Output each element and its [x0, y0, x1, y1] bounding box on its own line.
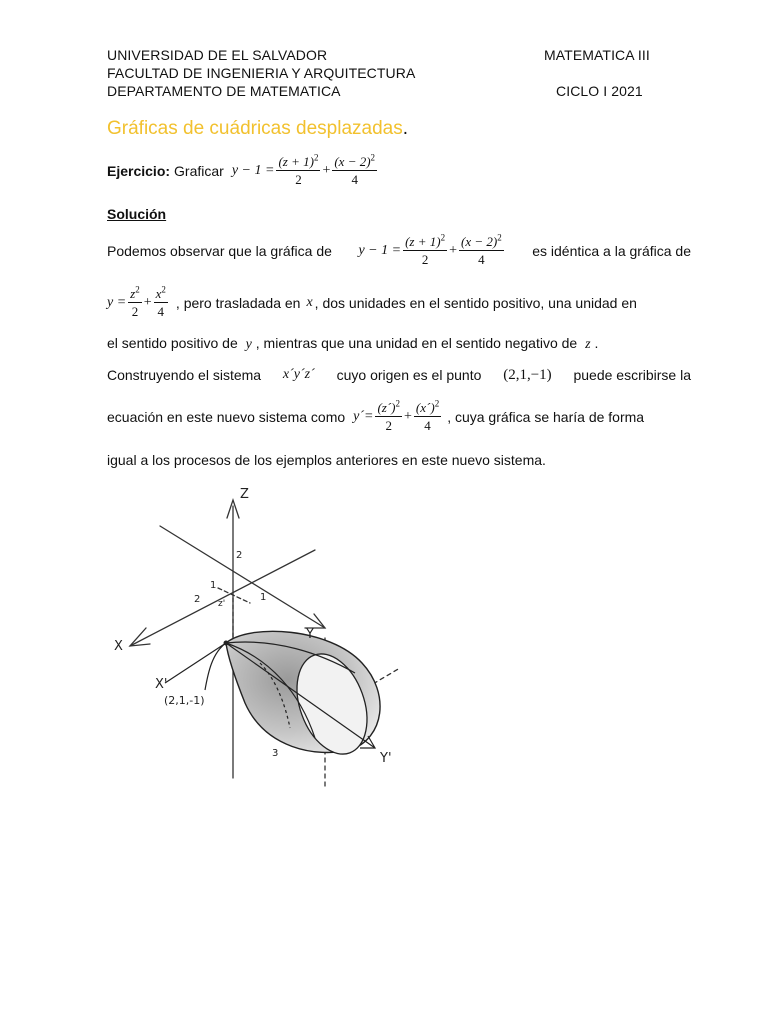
exercise-frac2-num: (x − 2) [334, 154, 371, 169]
university-name: UNIVERSIDAD DE EL SALVADOR [107, 47, 328, 63]
xprime-axis [165, 643, 226, 683]
para-l4-sys: x´y´z´ [282, 367, 315, 382]
para-line-2: y = $\frac{z^2}{2}$ + $\frac{x^2}{4}$ , pero trasladada en x , dos unidades en el sentido positivo, una unidad en [107, 284, 637, 319]
para-l1-frac2-num: (x − 2) [460, 234, 498, 249]
para-line-6: igual a los procesos de los ejemplos anteriores en este nuevo sistema. [107, 452, 546, 468]
course-name: MATEMATICA III [544, 47, 650, 63]
tick-2-z: 2 [236, 550, 243, 561]
tick-3: 3 [272, 748, 279, 759]
exercise-line: Ejercicio: Graficar y − 1 = $\frac{(z + 1)^2}{2}$ + $\frac{(x - 2)^2}{4}$ [107, 152, 376, 187]
para-line-3 [107, 334, 598, 354]
para-l3-y: y [245, 337, 252, 352]
para-l5-frac1-num: (z´) [377, 400, 396, 415]
exercise-frac2: $\frac{(x - 2)^2}{4}$ [334, 152, 376, 187]
para-line-5: ecuación en este nuevo sistema como y´= $\frac{(z´)^2}{2}$ + $\frac{(x´)^2}{4}$ , cuya gráfica se haría de forma [107, 398, 645, 433]
exercise-lhs: y − 1 = [231, 162, 275, 178]
para-l2-x: x [306, 294, 313, 310]
para-l3-c: . [594, 335, 599, 351]
title-punct: . [402, 118, 408, 139]
para-l4-c: puede escribirse la [573, 367, 691, 383]
point-label: (2,1,-1) [164, 694, 205, 707]
para-l5-frac2: $\frac{(x´)^2}{4}$ [415, 398, 440, 433]
tick-1-y: 1 [260, 592, 267, 603]
para-l5-frac2-den: 4 [424, 418, 431, 433]
para-l1-b: es idéntica a la gráfica de [532, 242, 691, 259]
department-name: DEPARTAMENTO DE MATEMATICA [107, 83, 341, 99]
para-l1-lhs: y − 1 = [358, 242, 402, 258]
para-l3-z: z [585, 337, 591, 352]
para-l4-b: cuyo origen es el punto [336, 367, 482, 383]
page-title [107, 118, 408, 140]
tick-zprime: z' [218, 599, 226, 609]
faculty-name: FACULTAD DE INGENIERIA Y ARQUITECTURA [107, 65, 416, 81]
para-line-4 [107, 366, 691, 384]
title-text: Gráficas de cuádricas desplazadas [107, 118, 403, 139]
para-l2-frac2-den: 4 [157, 304, 165, 319]
para-l1-frac2-den: 4 [478, 252, 485, 267]
para-l1-frac1-den: 2 [421, 252, 429, 267]
exercise-frac2-den: 4 [351, 172, 358, 187]
para-l5-lhs: y´= [353, 408, 374, 424]
x-axis-label: X [114, 639, 123, 654]
para-l2-frac1: $\frac{z^2}{2}$ [130, 284, 140, 319]
exercise-frac1-den: 2 [295, 172, 302, 187]
cycle-label: CICLO I 2021 [556, 83, 643, 99]
para-l1-a: Podemos observar que la gráfica de [107, 242, 332, 259]
para-l3-a: el sentido positivo de [107, 335, 238, 351]
para-l1-frac2: $\frac{(x - 2)^2}{4}$ [460, 232, 502, 267]
para-l5-a: ecuación en este nuevo sistema como [107, 408, 346, 425]
exercise-frac1: $\frac{(z + 1)^2}{2}$ [278, 152, 319, 187]
para-l5-frac2-num: (x´) [415, 400, 435, 415]
quadric-sketch [100, 478, 410, 790]
para-l2-frac2-num: x [155, 286, 162, 301]
xprime-label: X' [155, 677, 168, 692]
para-l5-frac1-den: 2 [385, 418, 392, 433]
yprime-label: Y' [380, 751, 392, 766]
para-l2-b: , dos unidades en el sentido positivo, una unidad en [314, 294, 637, 311]
exercise-label: Ejercicio: [107, 162, 171, 179]
para-l2-frac1-num: z [130, 286, 136, 301]
para-l1-frac1: $\frac{(z + 1)^2}{2}$ [405, 232, 446, 267]
new-origin [224, 641, 229, 646]
para-l4-a: Construyendo el sistema [107, 367, 262, 383]
para-l3-b: , mientras que una unidad en el sentido negativo de [255, 335, 578, 351]
para-l2-a: , pero trasladada en [175, 294, 301, 311]
para-l2-frac2: $\frac{x^2}{4}$ [155, 284, 166, 319]
para-l2-frac1-den: 2 [131, 304, 139, 319]
para-line-1: Podemos observar que la gráfica de y − 1 = $\frac{(z + 1)^2}{2}$ + $\frac{(x - 2)^2}{4}$ es idéntica a la gráfica de [107, 232, 691, 267]
exercise-frac1-num: (z + 1) [278, 154, 314, 169]
solution-heading: Solución [107, 206, 167, 222]
para-l5-frac1: $\frac{(z´)^2}{2}$ [377, 398, 401, 433]
para-l2-lhs: y = [107, 294, 127, 310]
y-axis-label: Y [306, 627, 314, 642]
para-l1-frac1-num: (z + 1) [405, 234, 441, 249]
para-l4-pt: (2,1,−1) [503, 367, 552, 383]
tick-2-x: 2 [194, 594, 201, 605]
y-axis [160, 526, 325, 628]
tick-1-z: 1 [210, 580, 217, 591]
z-axis-label: Z [240, 487, 249, 502]
para-l5-b: , cuya gráfica se haría de forma [447, 408, 645, 425]
exercise-text: Graficar [174, 162, 224, 179]
